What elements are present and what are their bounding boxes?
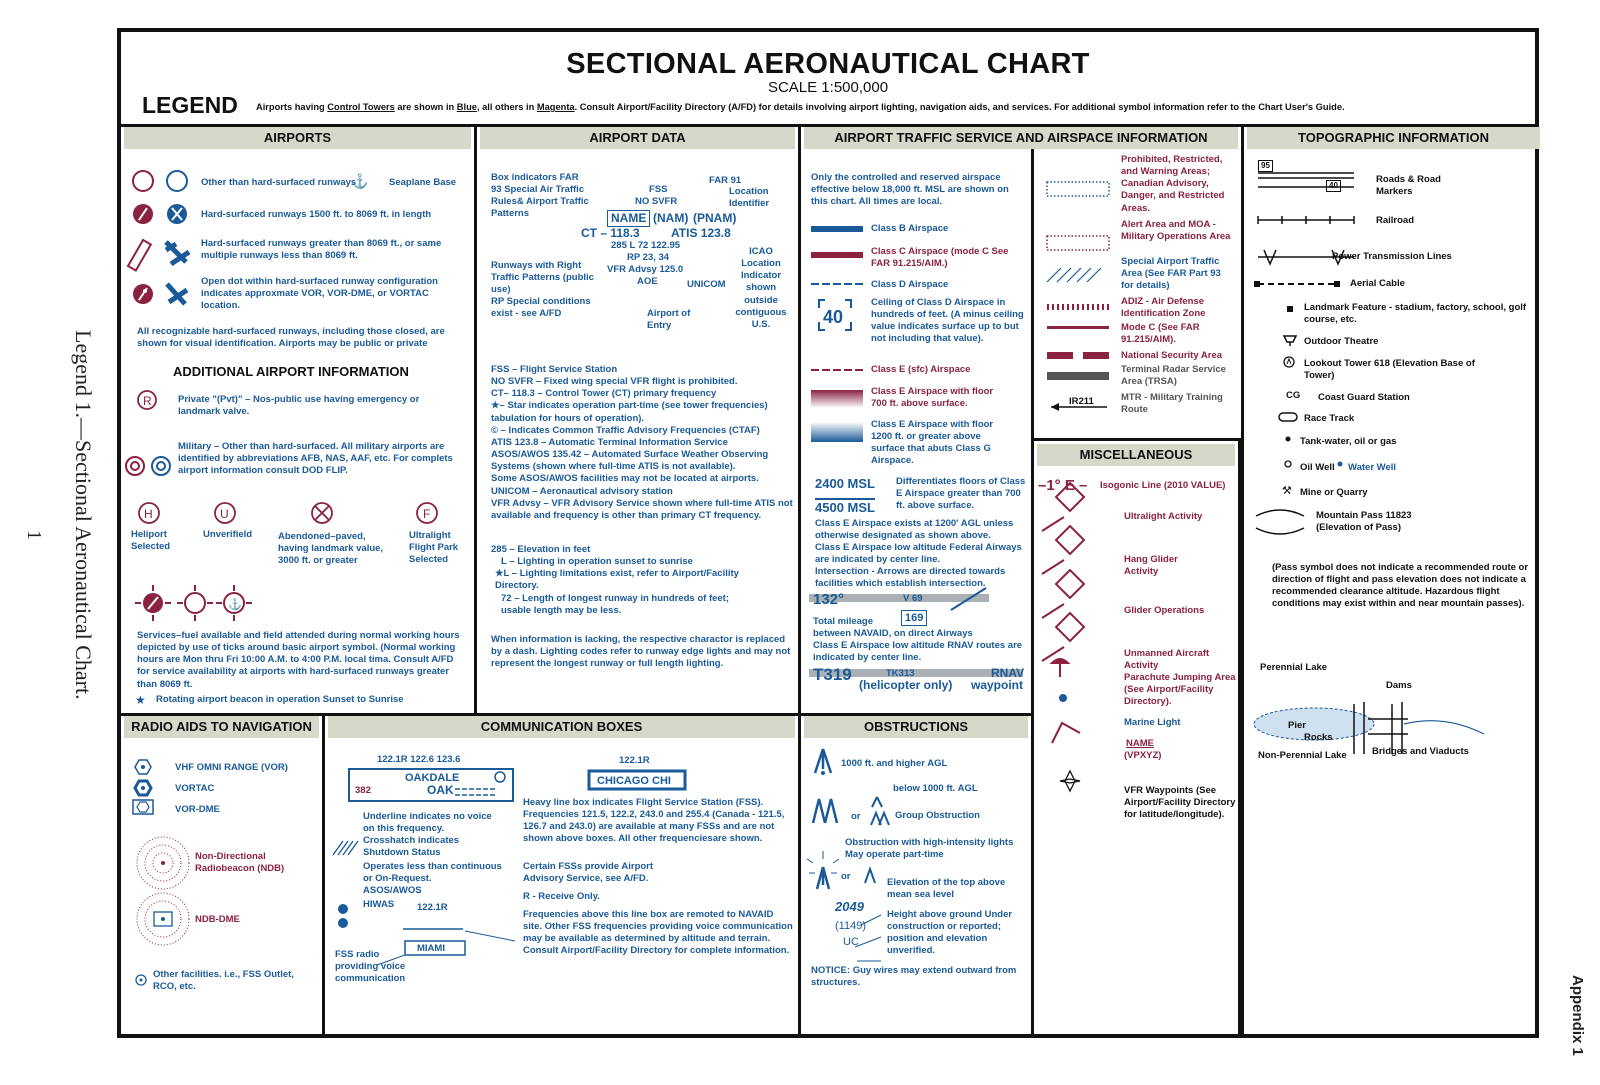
high-intensity-label: Obstruction with high-intensity lights May operate part-time [845, 837, 1014, 861]
legend-note: Airports having Control Towers are shown in Blue, all others in Magenta. Consult Airport/Facility Directory (A/FD) for details involving airport lighting, navigation aids, and services. For additional symbol information refer to the Chart User's Guide. [256, 102, 1345, 112]
vfr-name-label: NAME [1126, 738, 1154, 749]
hiwas-note: HIWAS [363, 899, 395, 910]
topo-heading: TOPOGRAPHIC INFORMATION [1247, 127, 1540, 149]
class-e1200-label: Class E Airspace with floor 1200 ft. or greater above surface that abuts Class G Airspace. [871, 419, 994, 467]
parachute-label: Parachute Jumping Area (See Airport/Facility Directory). [1124, 672, 1236, 708]
adiz-label: ADIZ - Air Defense Identification Zone [1121, 296, 1206, 320]
shield-95: 95 [1258, 160, 1273, 172]
icao-label: ICAO Location Indicator shown outside contiguous U.S. [735, 246, 787, 330]
mtr-label: MTR - Military Training Route [1121, 392, 1223, 416]
prohibited-label: Prohibited, Restricted, and Warning Areas; Canadian Advisory, Danger, and Restricted Areas. [1121, 154, 1225, 214]
ndb-dme-label: NDB-DME [195, 914, 240, 925]
heli-only-label: (helicopter only) [859, 678, 953, 692]
class-e-sfc-label: Class E (sfc) Airspace [871, 364, 971, 375]
oakdale-label: OAKDALE [405, 772, 460, 784]
v69-label: V 69 [903, 593, 923, 604]
receive-note: R - Receive Only. [523, 891, 600, 902]
radio-heading: RADIO AIDS TO NAVIGATION [124, 716, 319, 738]
mileage-label: Total mileage [813, 616, 874, 627]
pass-label: Mountain Pass 11823 (Elevation of Pass) [1316, 510, 1412, 534]
remote-freq: 122.1R [417, 902, 448, 913]
lowalt-label: Class E Airspace low altitude Federal Airways are indicated by center line. [815, 542, 1022, 566]
elevation-label: Elevation of the top above mean sea level [887, 877, 1006, 901]
svg-text:⚒: ⚒ [1282, 485, 1292, 497]
ultralight-label: Ultralight Flight Park Selected [409, 530, 459, 566]
seaplane-label: Seaplane Base [389, 177, 457, 188]
svg-text:R: R [143, 394, 152, 408]
private-label: Private "(Pvt)" – Nos-public use having emergency or landmark valve. [178, 394, 420, 418]
svg-text:H: H [144, 507, 153, 521]
ir211-label: IR211 [1069, 396, 1094, 407]
vfr-waypoints-label: VFR Waypoints (See Airport/Facility Directory for latitude/longitude). [1124, 785, 1236, 821]
theatre-label: Outdoor Theatre [1304, 336, 1379, 347]
obst-panel [801, 713, 1031, 1038]
special-label: Special Airport Traffic Area (See FAR Part 93 for details) [1121, 256, 1221, 292]
rp-desc: RP Special conditions exist - see A/FD [491, 296, 591, 320]
bridges-label: Bridges and Viaducts [1372, 746, 1469, 757]
ultralight-activity-label: Ultralight Activity [1124, 511, 1203, 522]
water-well-label: Water Well [1348, 462, 1397, 473]
exists-label: Class E Airspace exists at 1200' AGL unless otherwise designated as shown above. [815, 518, 1014, 542]
nam-label: (NAM) [653, 211, 689, 225]
unicom-label: UNICOM [687, 279, 726, 290]
underline-note: Underline indicates no voice on this frequency. [363, 811, 492, 835]
far91-label: FAR 91 [709, 175, 742, 186]
asos-note: ASOS/AWOS [363, 885, 422, 896]
uas-label: Unmanned Aircraft Activity [1124, 648, 1210, 672]
ndb-label: Non-Directional Radiobeacon (NDB) [195, 851, 285, 875]
chart-title: SECTIONAL AERONAUTICAL CHART [566, 48, 1090, 80]
isogonic-label: Isogonic Line (2010 VALUE) [1100, 480, 1226, 491]
modec-label: Mode C (See FAR 91.215/AIM). [1121, 322, 1200, 346]
v132-label: 132° [813, 591, 845, 608]
oak-label: OAK [427, 783, 454, 797]
abandoned-label: Abendoned–paved, having landmark value, 3000 ft. or greater [278, 531, 384, 567]
alert-label: Alert Area and MOA - Military Operations Area [1121, 219, 1231, 243]
legend-label: LEGEND [142, 92, 238, 118]
miami-label: MIAMI [417, 943, 445, 954]
chicago-freq: 122.1R [619, 755, 650, 766]
intersection-label: Intersection - Arrows are directed towards facilities which establish intersection. [815, 566, 1006, 590]
crosshatch-note: Crosshatch indicates Shutdown Status [363, 835, 460, 859]
unverified-label: Unverifield [203, 529, 253, 540]
obst-heading: OBSTRUCTIONS [804, 716, 1028, 738]
svg-text:F: F [423, 507, 431, 521]
differentiates-label: Differentiates floors of Class E Airspace greater than 700 ft. above surface. [896, 476, 1026, 512]
airports-panel [121, 124, 477, 713]
airport-data-heading: AIRPORT DATA [480, 127, 795, 149]
perennial-lake-label: Perennial Lake [1260, 662, 1328, 673]
roads-label: Roads & Road Markers [1376, 174, 1441, 198]
vortac-label: VORTAC [175, 783, 215, 794]
heavy-line-note: Heavy line box indicates Flight Service Station (FSS). Frequencies 121.5, 122.2, 243.0 and 255.4 (Canada - 121.5, 126.7 and 243.0) are available at many FSSs and are not shown above boxes. All other frequenciesare shown. [523, 797, 785, 845]
tk313-label: TK313 [886, 668, 915, 679]
chicago-label: CHICAGO CHI [597, 775, 671, 787]
vor-dme-label: VOR-DME [175, 804, 220, 815]
svg-text:★: ★ [135, 693, 146, 707]
airport-data-panel [477, 124, 801, 713]
rocks-label: Rocks [1304, 732, 1333, 743]
name-box: NAME [607, 210, 650, 227]
ceiling-value: 40 [823, 307, 844, 327]
waypoint-label: waypoint [971, 678, 1024, 692]
lighting-notes: 285 – Elevation in feet L – Lighting in operation sunset to sunrise ★L – Lighting limitations exist, refer to Airport/Facility Directory. 72 – Length of longest runway in hundreds of feet; usable length may be less. [491, 544, 739, 616]
page-side-title: Legend 1.—Sectional Aeronautical Chart. [71, 330, 96, 700]
class-e700-label: Class E Airspace with floor 700 ft. above surface. [871, 386, 994, 410]
railroad-label: Railroad [1376, 215, 1415, 226]
hard-1500-label: Hard-surfaced runways 1500 ft. to 8069 ft. in length [201, 209, 432, 220]
misc-panel [1031, 438, 1241, 1038]
v2049-label: 2049 [835, 899, 864, 914]
pier-label: Pier [1288, 720, 1306, 731]
chart-scale: SCALE 1:500,000 [767, 79, 889, 96]
class-b-label: Class B Airspace [871, 223, 949, 234]
rp-label: RP 23, 34 [627, 252, 670, 263]
elev-lighting: 285 L 72 122.95 [611, 240, 681, 251]
runways-label: Runways with Right Traffic Patterns (public use) [491, 260, 594, 296]
services-label: Services–fuel available and field attended during normal working hours depicted by use of ticks around basic airport symbol. (Normal working hours are Mon thru Fri 10:00 A.M. to 4:00 P.M. local tima. Consult A/FD for service availability at airports with hard-surfaced runways greater than 8069 ft. [137, 630, 460, 690]
pass-note: (Pass symbol does not indicate a recommended route or direction of flight and pass elevation does not indicate a recommended clearance altitude. Hazardous flight conditions may exist within and near mountain passes). [1272, 562, 1529, 610]
tank-label: Tank-water, oil or gas [1300, 436, 1397, 447]
topo-panel [1241, 124, 1543, 1038]
rnav-routes-label: Class E Airspace low altitude RNAV routes are indicated by center line. [813, 640, 1023, 664]
certain-note: Certain FSSs provide Airport Advisory Service, see A/FD. [523, 861, 654, 885]
guy-wire-notice: NOTICE: Guy wires may extend outward from structures. [811, 965, 1017, 989]
fss-label: FSS [649, 184, 668, 195]
dams-label: Dams [1386, 680, 1412, 691]
additional-heading: ADDITIONAL AIRPORT INFORMATION [173, 364, 409, 379]
other-runways-label: Other than hard-surfaced runways [201, 177, 357, 188]
mileage-box: 169 [901, 610, 927, 626]
open-dot-label: Open dot within hard-surfaced runway configuration indicates approxmate VOR, VOR-DME, or VORTAC location. [201, 276, 438, 312]
box-indicators-label: Box indicators FAR 93 Special Air Traffic Rules& Airport Traffic Patterns [491, 172, 589, 220]
above-line-note: Frequencies above this line box are remoted to NAVAID site. Other FSS frequencies providing voice communication may be available as determined by altitude and terrain. Consult Airport/Facility Directory for complete information. [523, 909, 793, 957]
page-number: 1 [23, 530, 45, 540]
msl-2400: 2400 MSL [815, 476, 875, 491]
airspace-intro: Only the controlled and reserved airspace effective below 18,000 ft. MSL are shown on this chart. All times are local. [811, 172, 1009, 208]
aoe-label: AOE [637, 276, 658, 287]
misc-heading: MISCELLANEOUS [1037, 444, 1235, 466]
operates-note: Operates less than continuous or On-Request. [363, 861, 502, 885]
ceiling-label: Ceiling of Class D Airspace in hundreds of feet. (A minus ceiling value indicates surface up to but not including that value). [871, 297, 1024, 345]
svg-text:U: U [220, 507, 229, 521]
legend-frame [117, 28, 1539, 1038]
race-track-label: Race Track [1304, 413, 1355, 424]
coast-guard-label: Coast Guard Station [1318, 392, 1410, 403]
n382-label: 382 [355, 785, 371, 796]
uc-label: UC [843, 936, 859, 948]
obst-or-label: or [851, 811, 861, 822]
comm-panel [325, 713, 801, 1038]
airspace-heading: AIRPORT TRAFFIC SERVICE AND AIRSPACE INFORMATION [804, 127, 1238, 149]
marine-light-label: Marine Light [1124, 717, 1181, 728]
obst-1000-label: 1000 ft. and higher AGL [841, 758, 948, 769]
other-facilities-label: Other facilities. i.e., FSS Outlet, RCO, etc. [153, 969, 294, 993]
hard-8069-label: Hard-surfaced runways greater than 8069 ft., or same multiple runways less than 8069 ft. [201, 238, 442, 262]
v1149-label: (1149) [835, 920, 866, 932]
between-label: between NAVAID, on direct Airways [813, 628, 973, 639]
hang-glider-label: Hang Glider Activity [1124, 554, 1178, 578]
glider-label: Glider Operations [1124, 605, 1205, 616]
power-label: Power Transmission Lines [1332, 251, 1452, 262]
heliport-label: Heliport Selected [131, 529, 171, 553]
non-perennial-label: Non-Perennial Lake [1258, 750, 1347, 761]
cg-label: CG [1286, 390, 1301, 401]
ct-freq: CT – 118.3 [581, 226, 640, 240]
aerial-cable-label: Aerial Cable [1350, 278, 1405, 289]
nosvfr-label: NO SVFR [635, 196, 678, 207]
isogonic-value: –1° E – [1038, 477, 1088, 494]
airport-data-notes: FSS – Flight Service Station NO SVFR – Fixed wing special VFR flight is prohibited. CT– 118.3 – Control Tower (CT) primary frequency ★– Star indicates operation part-time (see tower frequencies) tabulation for hours of operation). © – Indicates Common Traffic Advisory Frequencies (CTAF) ATIS 123.8 – Automatic Terminal Information Service ASOS/AWOS 135.42 – Automated Surface Weather Observing Systems (shown where full-time ATIS is not available). Some ASOS/AWOS facilities may not be located at airports. UNICOM – Aeronautical advisory station VFR Advsy – VFR Advisory Service shown where full-time ATIS not available and frequency is other than primary CT frequency. [491, 364, 793, 521]
location-id-label: Location Identifier [729, 186, 770, 210]
fss-radio-note: FSS radio providing voice communication [335, 949, 406, 985]
recognizable-label: All recognizable hard-surfaced runways, including those closed, are shown for visual identification. Airports may be public or private [137, 326, 445, 350]
mine-label: Mine or Quarry [1300, 487, 1368, 498]
svg-text:⚓: ⚓ [228, 599, 242, 611]
group-obst-label: Group Obstruction [895, 810, 980, 821]
lookout-label: Lookout Tower 618 (Elevation Base of Tower) [1304, 358, 1475, 382]
obst-or2-label: or [841, 871, 851, 882]
msl-4500: 4500 MSL [815, 500, 875, 515]
shield-40: 40 [1326, 180, 1341, 192]
vfr-advsy: VFR Advsy 125.0 [607, 264, 684, 275]
appendix-label: Appendix 1 [1569, 975, 1586, 1056]
military-label: Military – Other than hard-surfaced. All military airports are identified by abbreviations AFB, NAS, AAF, etc. For complets airport information consult DOD FLIP. [178, 441, 453, 477]
rnav-label: RNAV [991, 666, 1025, 680]
trsa-label: Terminal Radar Service Area (TRSA) [1121, 364, 1226, 388]
comm-freqs: 122.1R 122.6 123.6 [377, 754, 461, 765]
obst-below-label: below 1000 ft. AGL [893, 783, 978, 794]
atis-freq: ATIS 123.8 [671, 226, 731, 240]
vor-label: VHF OMNI RANGE (VOR) [175, 762, 288, 773]
svg-text:⚓: ⚓ [351, 173, 369, 189]
oil-well-label: Oil Well [1300, 462, 1335, 473]
beacon-label: Rotating airport beacon in operation Sunset to Sunrise [156, 694, 404, 705]
airports-heading: AIRPORTS [124, 127, 471, 149]
class-d-label: Class D Airspace [871, 279, 949, 290]
landmark-label: Landmark Feature - stadium, factory, school, golf course, etc. [1304, 302, 1527, 326]
radio-panel [121, 713, 325, 1038]
vpxyz-label: (VPXYZ) [1124, 750, 1162, 761]
lacking-note: When information is lacking, the respective charactor is replaced by a dash. Lighting codes refer to runway edge lights and may not represent the longest runway or full length lighting. [491, 634, 791, 670]
height-label: Height above ground Under construction or reported; position and elevation unverified. [887, 909, 1013, 957]
class-c-label: Class C Airspace (mode C See FAR 91.215/AIM.) [871, 246, 1009, 270]
nsa-label: National Security Area [1121, 350, 1223, 361]
t319-label: T319 [813, 665, 852, 684]
entry-label: Airport of Entry [647, 308, 691, 332]
pnam-label: (PNAM) [693, 211, 737, 225]
comm-heading: COMMUNICATION BOXES [328, 716, 795, 738]
